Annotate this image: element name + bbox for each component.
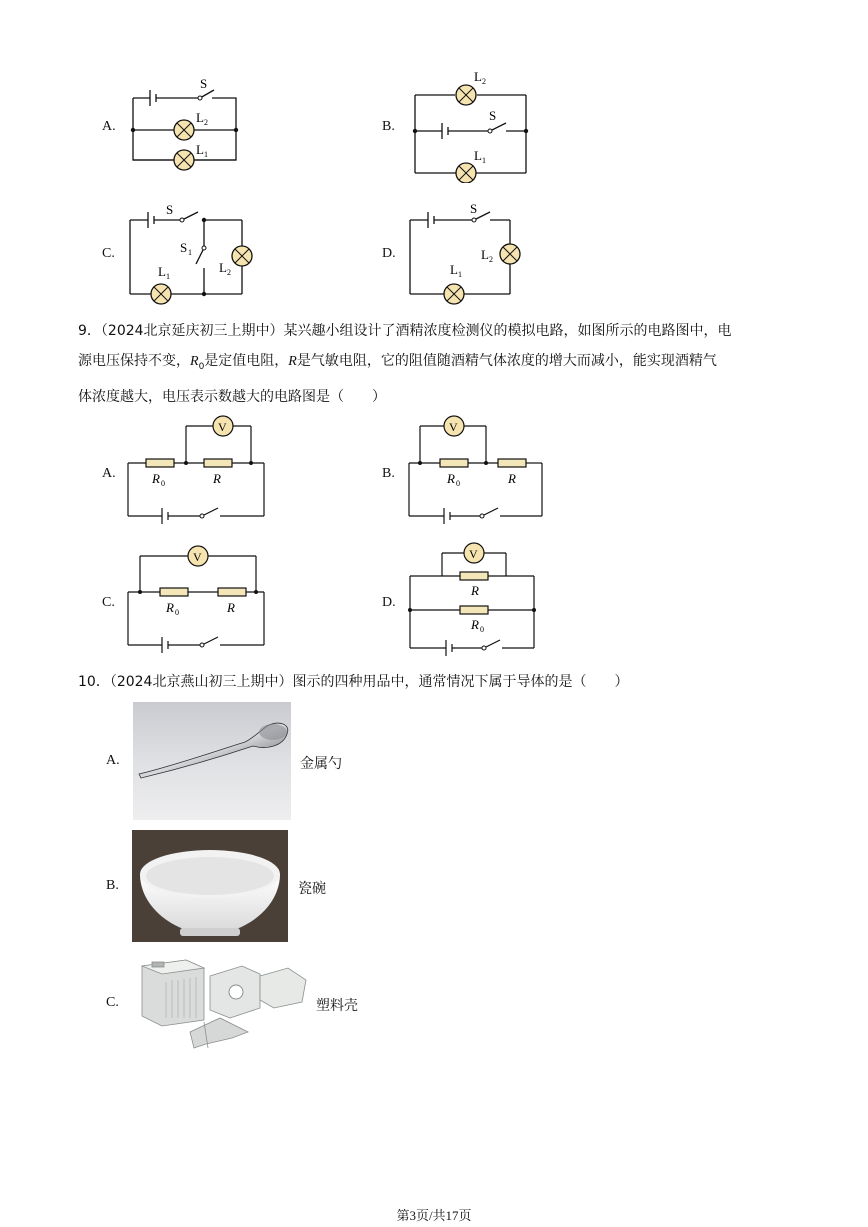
svg-text:L: L	[158, 264, 166, 279]
svg-text:L: L	[481, 247, 489, 262]
q10-option-c-letter: C.	[106, 995, 119, 1010]
svg-text:2: 2	[482, 77, 486, 86]
svg-text:L: L	[196, 110, 204, 125]
q10-option-a-label: 金属勺	[300, 756, 342, 772]
svg-text:L: L	[196, 142, 204, 157]
resistor-r-icon	[460, 572, 488, 580]
resistor-r0-icon	[460, 606, 488, 614]
q9-circuit-c	[118, 542, 278, 657]
q9-option-d-letter: D.	[382, 595, 396, 610]
svg-text:0: 0	[456, 479, 460, 488]
q8-circuit-b	[400, 68, 540, 183]
q8-circuit-a	[120, 70, 250, 180]
svg-text:S: S	[489, 108, 497, 123]
svg-text:L: L	[450, 262, 458, 277]
q9-circuit-b	[400, 412, 560, 527]
q9-option-b-letter: B.	[382, 466, 395, 481]
svg-text:R: R	[213, 471, 221, 486]
resistor-r-icon	[218, 588, 246, 596]
lamp-l1-icon	[444, 284, 464, 304]
resistor-r-icon	[498, 459, 526, 467]
voltmeter-icon	[188, 546, 208, 566]
q9-option-a-letter: A.	[102, 466, 116, 481]
svg-text:R: R	[447, 471, 455, 486]
q8-option-c-letter: C.	[102, 246, 115, 261]
lamp-l2-icon	[456, 85, 476, 105]
voltmeter-icon	[464, 543, 484, 563]
svg-text:2: 2	[204, 118, 208, 127]
q9-line-3: 体浓度越大，电压表示数越大的电路图是（ ）	[78, 388, 386, 405]
resistor-r0-icon	[440, 459, 468, 467]
svg-text:R: R	[508, 471, 516, 486]
svg-text:L: L	[474, 148, 482, 163]
svg-text:S: S	[180, 240, 188, 255]
svg-text:0: 0	[480, 625, 484, 634]
resistor-r0-icon	[160, 588, 188, 596]
svg-text:1: 1	[166, 272, 170, 281]
q10-option-a-letter: A.	[106, 753, 120, 768]
q9-circuit-d	[400, 538, 550, 663]
svg-text:S: S	[470, 201, 478, 216]
svg-text:2: 2	[227, 268, 231, 277]
lamp-l2-icon	[500, 244, 520, 264]
svg-text:1: 1	[204, 150, 208, 159]
q9-option-c-letter: C.	[102, 595, 115, 610]
svg-text:R: R	[166, 600, 174, 615]
svg-text:0: 0	[161, 479, 165, 488]
svg-text:V: V	[193, 550, 202, 564]
voltmeter-icon	[444, 416, 464, 436]
lamp-l1-icon	[456, 163, 476, 183]
q10-option-b-label: 瓷碗	[298, 881, 326, 897]
plastic-case-photo-icon	[136, 952, 312, 1052]
resistor-r-icon	[204, 459, 232, 467]
svg-text:V: V	[469, 547, 478, 561]
lamp-l2-icon	[174, 120, 194, 140]
svg-text:L: L	[474, 69, 482, 84]
lamp-l1-icon	[174, 150, 194, 170]
svg-text:1: 1	[458, 270, 462, 279]
q9-question	[78, 316, 793, 412]
q10-option-b-letter: B.	[106, 878, 119, 893]
q8-circuit-d	[400, 198, 530, 308]
porcelain-bowl-photo-icon	[132, 830, 288, 942]
svg-text:R: R	[471, 617, 479, 632]
svg-text:0: 0	[175, 608, 179, 617]
lamp-l1-icon	[151, 284, 171, 304]
q8-option-a-letter: A.	[102, 119, 116, 134]
svg-text:S: S	[200, 76, 208, 91]
svg-text:V: V	[218, 420, 227, 434]
metal-spoon-photo-icon	[133, 702, 291, 820]
q10-option-c-label: 塑料壳	[316, 998, 358, 1014]
resistor-r0-icon	[146, 459, 174, 467]
svg-text:S: S	[166, 202, 174, 217]
q9-line-2: 源电压保持不变，$R_0$是定值电阻，R是气敏电阻，它的阻值随酒精气体浓度的增大而减小，能实现酒精气	[78, 353, 717, 372]
q8-circuit-c	[118, 198, 258, 308]
svg-text:V: V	[449, 420, 458, 434]
q8-option-b-letter: B.	[382, 119, 395, 134]
svg-text:R: R	[152, 471, 160, 486]
lamp-l2-icon	[232, 246, 252, 266]
svg-text:2: 2	[489, 255, 493, 264]
q9-line-1: 9．（2024北京延庆初三上期中）某兴趣小组设计了酒精浓度检测仪的模拟电路，如图所示的电路图中，电	[78, 323, 732, 339]
svg-text:1: 1	[188, 248, 192, 257]
q10-question: 10．（2024北京燕山初三上期中）图示的四种用品中，通常情况下属于导体的是（ ）	[78, 674, 629, 690]
q8-option-d-letter: D.	[382, 246, 396, 261]
svg-text:1: 1	[482, 156, 486, 165]
svg-text:R: R	[227, 600, 235, 615]
voltmeter-icon	[213, 416, 233, 436]
svg-text:L: L	[219, 260, 227, 275]
q9-circuit-a	[118, 412, 278, 527]
svg-text:R: R	[471, 583, 479, 598]
page-footer: 第3页/共17页	[396, 1208, 472, 1223]
